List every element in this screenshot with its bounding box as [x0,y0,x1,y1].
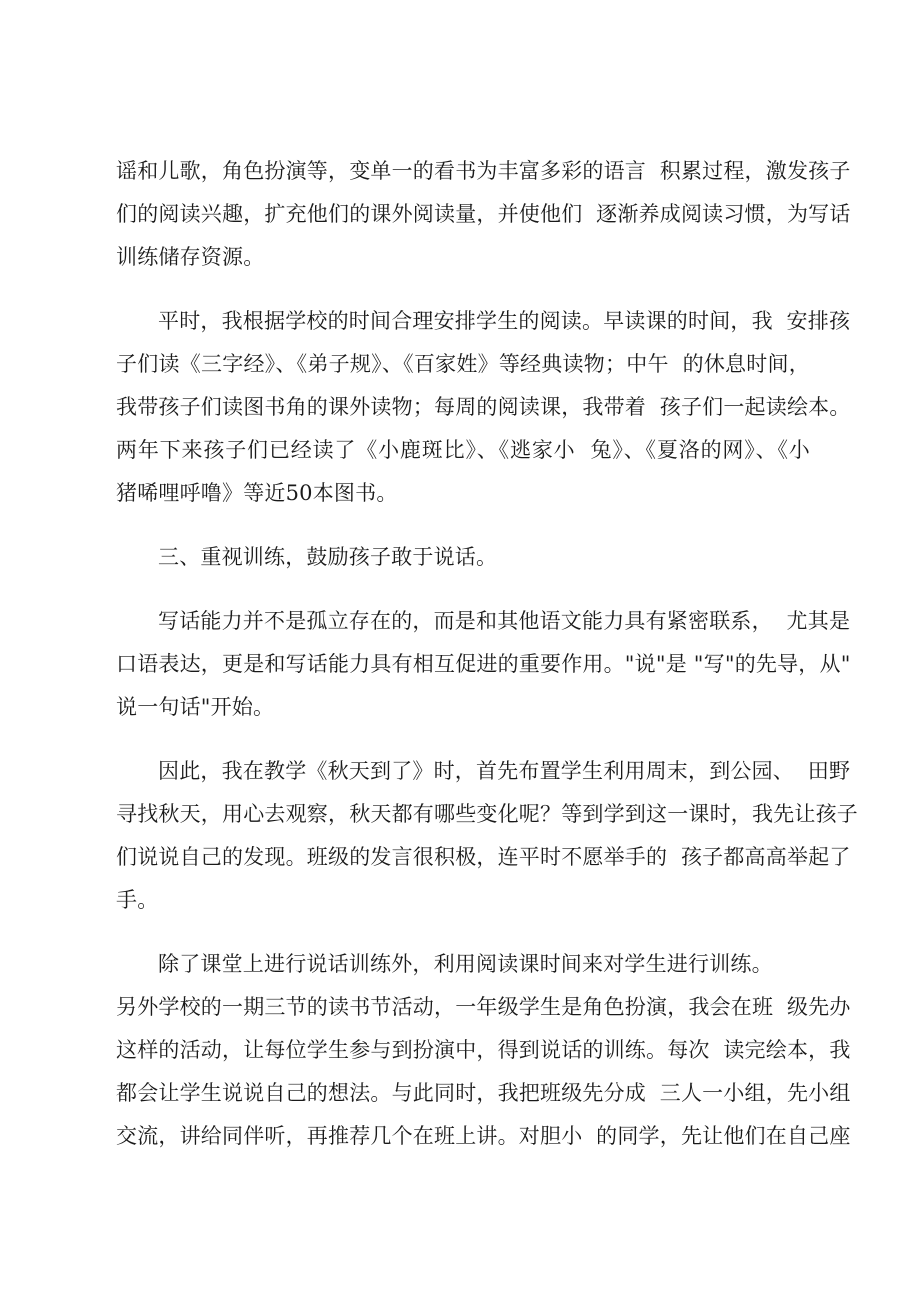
paragraph-6-line-4: 都会让学生说说自己的想法。与此同时，我把班级先分成 三人一小组，先小组 [116,1081,851,1105]
paragraph-5-line-3: 们说说自己的发现。班级的发言很积极，连平时不愿举手的 孩子都高高举起了 [116,845,851,869]
paragraph-6-line-1: 除了课堂上进行说话训练外，利用阅读课时间来对学生进行训练。 [158,952,773,976]
paragraph-5-line-1: 因此，我在教学《秋天到了》时，首先布置学生利用周末，到公园、 田野 [158,759,851,783]
paragraph-5-line-4: 手。 [116,888,159,912]
paragraph-4-line-2: 口语表达，更是和写话能力具有相互促进的重要作用。"说"是 "写"的先导，从" [116,652,851,676]
paragraph-2-line-3: 我带孩子们读图书角的课外读物；每周的阅读课，我带着 孩子们一起读绘本。 [116,395,851,419]
paragraph-5-line-2: 寻找秋天，用心去观察，秋天都有哪些变化呢？等到学到这一课时，我先让孩子 [116,802,858,826]
paragraph-6-line-2: 另外学校的一期三节的读书节活动，一年级学生是角色扮演，我会在班 级先办 [116,995,851,1019]
paragraph-6-line-5: 交流，讲给同伴听，再推荐几个在班上讲。对胆小 的同学，先让他们在自己座 [116,1124,851,1148]
paragraph-2-line-2: 子们读《三字经》、《弟子规》、《百家姓》等经典读物；中午 的休息时间， [116,352,810,376]
paragraph-4-line-1: 写话能力并不是孤立存在的，而是和其他语文能力具有紧密联系， 尤其是 [158,609,851,633]
paragraph-4-line-3: 说一句话"开始。 [116,695,275,719]
paragraph-1-line-1: 谣和儿歌，角色扮演等，变单一的看书为丰富多彩的语言 积累过程，激发孩子 [116,159,851,183]
paragraph-2-line-4: 两年下来孩子们已经读了《小鹿斑比》、《逃家小 兔》、《夏洛的网》、《小 [116,438,810,462]
paragraph-1-line-2: 们的阅读兴趣，扩充他们的课外阅读量，并使他们 逐渐养成阅读习惯，为写话 [116,202,851,226]
paragraph-6-line-3: 这样的活动，让每位学生参与到扮演中，得到说话的训练。每次 读完绘本，我 [116,1038,851,1062]
paragraph-2-line-5: 猪唏哩呼噜》等近50本图书。 [116,481,398,505]
section-heading: 三、重视训练，鼓励孩子敢于说话。 [158,545,498,569]
paragraph-1-line-3: 训练储存资源。 [116,245,265,269]
paragraph-2-line-1: 平时，我根据学校的时间合理安排学生的阅读。早读课的时间，我 安排孩 [158,309,851,333]
